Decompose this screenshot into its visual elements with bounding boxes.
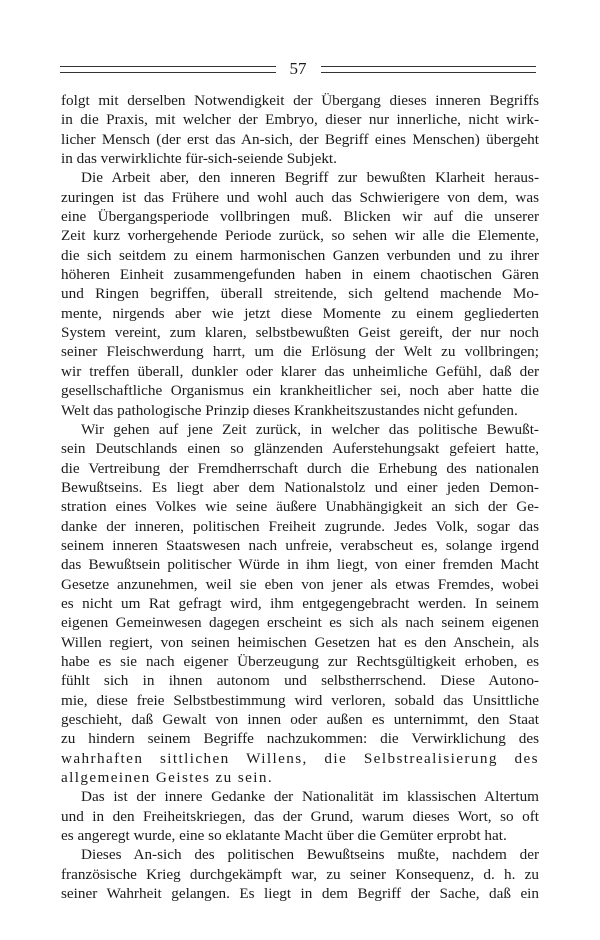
text-line: eine Übergangsperiode vollbringen muß. Blicken wir auf die unserer: [61, 208, 539, 226]
text-line: mente, nirgends aber wie jetzt diese Momente zu einem gegliederten: [61, 304, 539, 322]
text-line: Zeit kurz vorhergehende Periode zurück, so sehen wir alle die Elemente,: [61, 227, 539, 245]
text-line: die sich seitdem zu einem harmonischen Ganzen verbunden und zu ihrer: [61, 246, 539, 264]
text-line: seinem inneren Staatswesen nach unfreie, verabscheut es, solange irgend: [61, 536, 539, 554]
text-line: fühlt sich in ihnen autonom und selbstherrschend. Diese Autono-: [61, 672, 539, 690]
text-line: Gesetze anzunehmen, weil sie eben von jener als etwas Fremdes, wobei: [61, 575, 539, 593]
text-line: stration eines Volkes wie seine äußere Unabhängigkeit an sich der Ge-: [61, 498, 539, 516]
text-line: zuringen ist das Frühere und wohl auch das Schwierigere von dem, was: [61, 188, 539, 206]
text-line: allgemeinen Geistes zu sein.: [61, 769, 274, 787]
header-rule-right: [321, 66, 537, 73]
text-line: Dieses An-sich des politischen Bewußtseins mußte, nachdem der: [81, 846, 539, 864]
text-line: geschieht, daß Gewalt von innen oder außen es unternimmt, den Staat: [61, 711, 539, 728]
text-line: Wir gehen auf jene Zeit zurück, in welcher das politische Bewußt-: [81, 420, 539, 438]
text-line: Welt das pathologische Prinzip dieses Krankheitszustandes nicht gefunden.: [61, 401, 518, 419]
text-line: Bewußtseins. Es liegt aber dem Nationalstolz und einer jeden Demon-: [61, 478, 539, 496]
text-line: licher Mensch (der erst das An-sich, der Begriff eines Menschen) übergeht: [61, 130, 539, 148]
text-line: seiner Fleischwerdung harrt, um die Erlösung der Welt zu vollbringen;: [61, 343, 539, 361]
text-line: danke der inneren, politischen Freiheit zugrunde. Jedes Volk, sogar das: [61, 517, 539, 535]
page-header: [60, 58, 536, 80]
text-line: es angeregt wurde, eine so eklatante Macht über die Gemüter erprobt hat.: [61, 827, 507, 845]
text-line: in die Praxis, mit welcher der Embryo, dieser nur innerliche, nicht wirk-: [61, 111, 539, 129]
header-rule-left: [60, 66, 276, 73]
text-line: habe es sie nach eigener Überzeugung zur Rechtsgültigkeit erhoben, es: [61, 652, 539, 670]
text-line: System vereint, zum klaren, selbstbewußten Geist gereift, der nur noch: [61, 324, 539, 342]
text-line: wahrhaften sittlichen Willens, die Selbstrealisierung des: [61, 749, 539, 767]
text-line: eigenen Gemeinwesen dagegen erscheint es sich als nach seinem eigenen: [61, 614, 539, 632]
text-line: Willen regiert, von seinen heimischen Gesetzen hat es den Anschein, als: [61, 633, 539, 651]
text-line: in das verwirklichte für-sich-seiende Subjekt.: [61, 150, 337, 168]
text-line: höheren Einheit zusammengefunden haben in einem chaotischen Gären: [61, 266, 539, 284]
text-line: mie, diese freie Selbstbestimmung wird verloren, sobald das Unsittliche: [61, 691, 539, 709]
body-text: [61, 91, 539, 903]
text-line: seiner Wahrheit gelangen. Es liegt in dem Begriff der Sache, daß ein: [61, 885, 539, 903]
text-line: es nicht um Rat gefragt wird, ihm entgegengebracht werden. In seinem: [61, 594, 539, 612]
text-line: zu hindern seinem Begriffe nachzukommen: die Verwirklichung des: [61, 730, 539, 748]
text-line: Das ist der innere Gedanke der Nationalität im klassischen Altertum: [81, 788, 539, 806]
text-line: das Bewußtsein politischer Würde in ihm liegt, von einer fremden Macht: [61, 556, 539, 574]
text-line: und in den Freiheitskriegen, das der Grund, warum dieses Wort, so oft: [61, 807, 539, 825]
text-line: Die Arbeit aber, den inneren Begriff zur bewußten Klarheit heraus-: [81, 169, 539, 187]
text-line: französische Krieg durchgekämpft war, zu seiner Konsequenz, d. h. zu: [61, 865, 539, 883]
text-line: wir treffen überall, dunkler oder klarer das unheimliche Gefühl, daß der: [61, 362, 539, 380]
text-line: gesellschaftliche Organismus ein krankheitlicher sei, noch aber hatte die: [61, 382, 539, 400]
text-line: und Ringen begriffen, überall streitende, sich geltend machende Mo-: [61, 285, 539, 303]
page-number: 57: [289, 59, 307, 78]
text-line: folgt mit derselben Notwendigkeit der Übergang dieses inneren Begriffs: [61, 92, 539, 109]
text-line: sein Deutschlands einen so glänzenden Auferstehungsakt gefeiert hatte,: [61, 440, 539, 458]
text-line: die Vertreibung der Fremdherrschaft durch die Erhebung des nationalen: [61, 459, 539, 477]
